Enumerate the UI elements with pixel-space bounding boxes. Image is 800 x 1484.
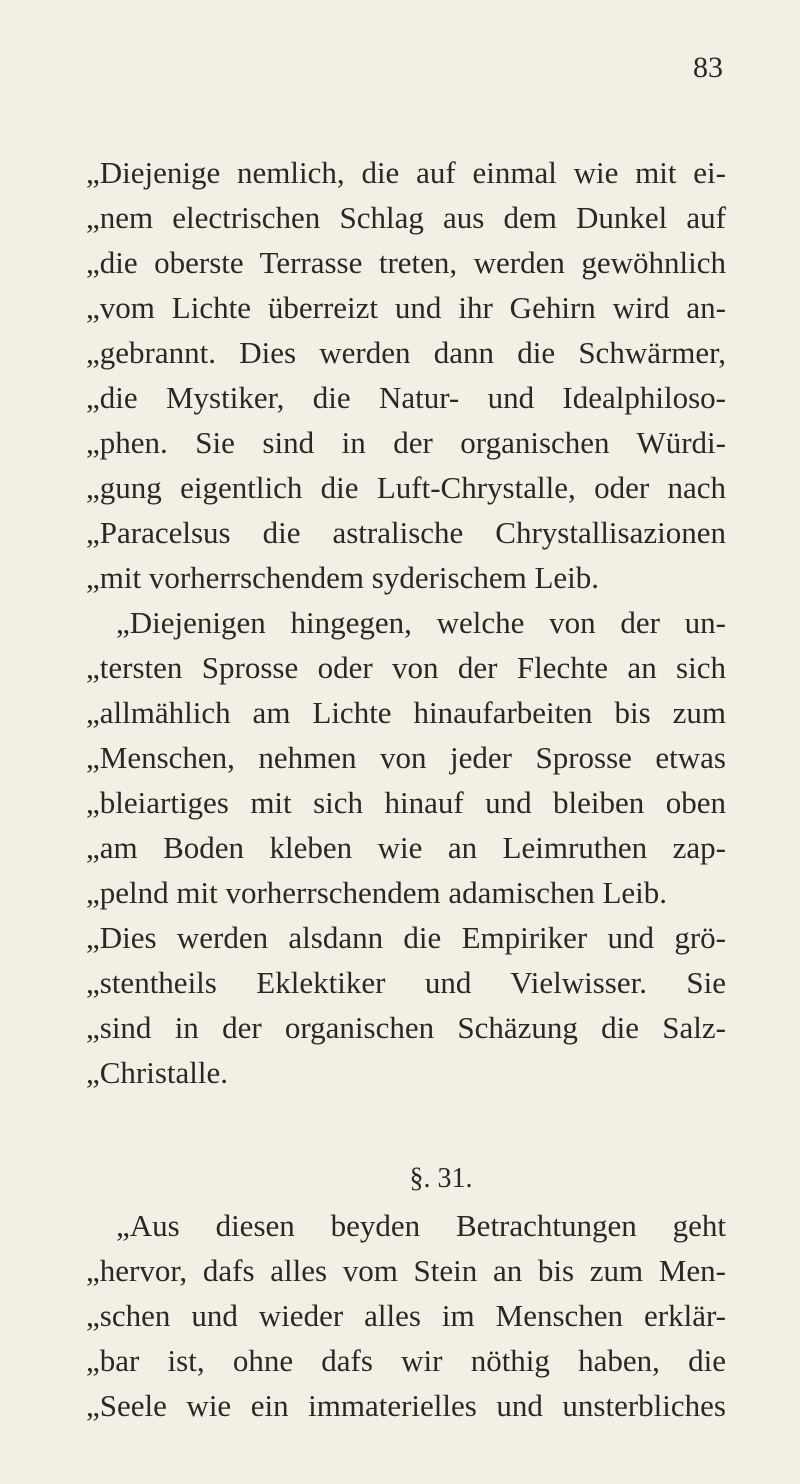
- text-line: „mit vorherrschendem syderischem Leib.: [86, 560, 600, 595]
- text-line: „Menschen, nehmen von jeder Sprosse etwas: [86, 740, 726, 775]
- text-line: „Aus diesen beyden Betrachtungen geht: [116, 1208, 726, 1243]
- text-line: „die Mystiker, die Natur- und Idealphiloso-: [86, 380, 726, 415]
- text-line: „vom Lichte überreizt und ihr Gehirn wird an-: [86, 290, 726, 325]
- text-line: „Seele wie ein immaterielles und unsterbliches: [86, 1388, 726, 1423]
- text-line: „nem electrischen Schlag aus dem Dunkel auf: [86, 200, 726, 235]
- text-line: „am Boden kleben wie an Leimruthen zap-: [86, 830, 726, 865]
- text-line: „schen und wieder alles im Menschen erklär-: [86, 1298, 726, 1333]
- text-line: „die oberste Terrasse treten, werden gewöhnlich: [86, 245, 726, 280]
- text-line: „sind in der organischen Schäzung die Salz-: [86, 1010, 726, 1045]
- body-text: [86, 150, 726, 1428]
- page-number: 83: [693, 51, 723, 84]
- text-line: „Diejenigen hingegen, welche von der un-: [116, 605, 726, 640]
- text-line: „bleiartiges mit sich hinauf und bleiben oben: [86, 785, 726, 820]
- section-spacer: [86, 1095, 726, 1155]
- section-heading: §. 31.: [409, 1163, 473, 1194]
- text-line: „tersten Sprosse oder von der Flechte an sich: [86, 650, 726, 685]
- text-line: „Diejenige nemlich, die auf einmal wie mit ei-: [86, 155, 726, 190]
- text-line: „gebrannt. Dies werden dann die Schwärmer,: [86, 335, 726, 370]
- text-line: „Christalle.: [86, 1055, 229, 1090]
- text-line: „gung eigentlich die Luft-Chrystalle, oder nach: [86, 470, 726, 505]
- text-line: „pelnd mit vorherrschendem adamischen Leib.: [86, 875, 668, 910]
- text-line: „stentheils Eklektiker und Vielwisser. Sie: [86, 965, 726, 1000]
- text-line: „hervor, dafs alles vom Stein an bis zum Men-: [86, 1253, 726, 1288]
- text-line: „phen. Sie sind in der organischen Würdi-: [86, 425, 726, 460]
- text-line: „Paracelsus die astralische Chrystallisazionen: [86, 515, 726, 550]
- text-line: „Dies werden alsdann die Empiriker und grö-: [86, 920, 726, 955]
- text-line: „bar ist, ohne dafs wir nöthig haben, die: [86, 1343, 726, 1378]
- text-line: „allmählich am Lichte hinaufarbeiten bis zum: [86, 695, 726, 730]
